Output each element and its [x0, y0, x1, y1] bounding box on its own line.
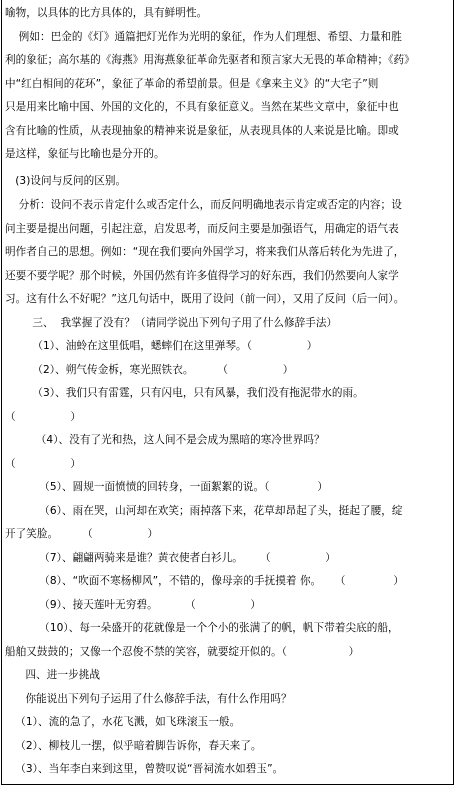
exercise-item: （10）、每一朵盛开的花就像是一个个小的张满了的帆，帆下带着尖底的船，	[5, 622, 399, 634]
section-prompt: 你能说出下列句子运用了什么修辞手法，有什么作用吗？	[5, 692, 292, 705]
exercise-item: （9）、接天莲叶无穷碧。 （ ）	[5, 598, 262, 611]
exercise-item: （8）、“吹面不寒杨柳风”，不错的，像母亲的手抚摸着 你。 （ ）	[5, 575, 405, 587]
exercise-item: （3）、我们只有雷霆，只有闪电，只有风暴，我们没有拖泥带水的雨。	[5, 387, 364, 399]
text-line: 中“红白相间的花环”，象征了革命的希望前景。但是《拿来主义》的“大宅子”则	[5, 77, 379, 90]
answer-blank: （ ）	[5, 457, 81, 470]
text-line: 分析：设问不表示肯定什么或否定什么，而反问明确地表示肯定或否定的内容；设	[5, 199, 402, 211]
text-line: 例如：巴金的《灯》通篇把灯光作为光明的象征，作为人们理想、希望、力量和胜	[5, 30, 402, 43]
challenge-item: （3）、当年李白来到这里，曾赞叹说“晋祠流水如碧玉”。	[5, 763, 284, 775]
text-line: 是这样，象征与比喻也是分开的。	[5, 148, 165, 160]
challenge-item: （1）、流的急了，水花飞溅，如飞珠滚玉一般。	[5, 716, 241, 728]
exercise-item-continued: 开了笑脸。 （ ）	[5, 528, 159, 540]
text-line: 只是用来比喻中国、外国的文化的，不具有象征意义。当然在某些文章中，象征中也	[5, 101, 399, 113]
text-line: 含有比喻的性质，从表现抽象的精神来说是象征，从表现具体的人来说是比喻。即或	[5, 124, 399, 137]
section-heading: 三、 我掌握了没有？（请同学说出下列句子用了什么修辞手法）	[5, 316, 338, 329]
text-line: (3)设问与反问的区别。	[5, 175, 127, 187]
section-heading: 四、进一步挑战	[5, 669, 101, 681]
challenge-item: （2）、柳枝儿一摆，似乎暗着脚告诉你，春天来了。	[5, 739, 262, 752]
text-line: 习。这有什么不好呢？”这几句话中，既用了设问（前一问），又用了反问（后一问）。	[5, 293, 405, 305]
exercise-item: （2）、朔气传金柝，寒光照铁衣。 （ ）	[5, 363, 294, 376]
exercise-item: （1）、油蛉在这里低唱，蟋蟀们在这里弹琴。（ ）	[5, 340, 318, 352]
text-line: 喻物，以具体的比方具体的，具有鲜明性。	[5, 7, 208, 19]
exercise-item-continued: 船舶又鼓鼓的；又像一个忍俊不禁的笑容，就要绽开似的。（ ）	[5, 645, 360, 658]
text-line: 明作者自己的思想。例如：“现在我们要向外国学习，将来我们从落后转化为先进了，	[5, 246, 405, 258]
exercise-item: （5）、圆规一面愤愤的回转身，一面絮絮的说。（ ）	[5, 481, 329, 493]
text-line: 还要不要学呢？那个时候，外国仍然有许多值得学习的好东西，我们仍然要向人家学	[5, 269, 399, 282]
text-line: 问主要是提出问题，引起注意，启发思考，而反问主要是加强语气，用确定的语气表	[5, 222, 399, 235]
exercise-item: （4）、没有了光和热，这人间不是会成为黑暗的寒冷世界吗？	[5, 434, 325, 446]
text-line: 利的象征；高尔基的《海燕》用海燕象征革命先驱者和预言家大无畏的革命精神；《药》	[5, 54, 415, 66]
exercise-item: （7）、翩翩两骑来是谁？黄衣使者白衫儿。 （ ）	[5, 551, 336, 564]
answer-blank: （ ）	[5, 410, 81, 423]
exercise-item: （6）、雨在哭，山河却在欢笑；雨掉落下来，花草却昂起了头，挺起了腰，绽	[5, 504, 403, 517]
